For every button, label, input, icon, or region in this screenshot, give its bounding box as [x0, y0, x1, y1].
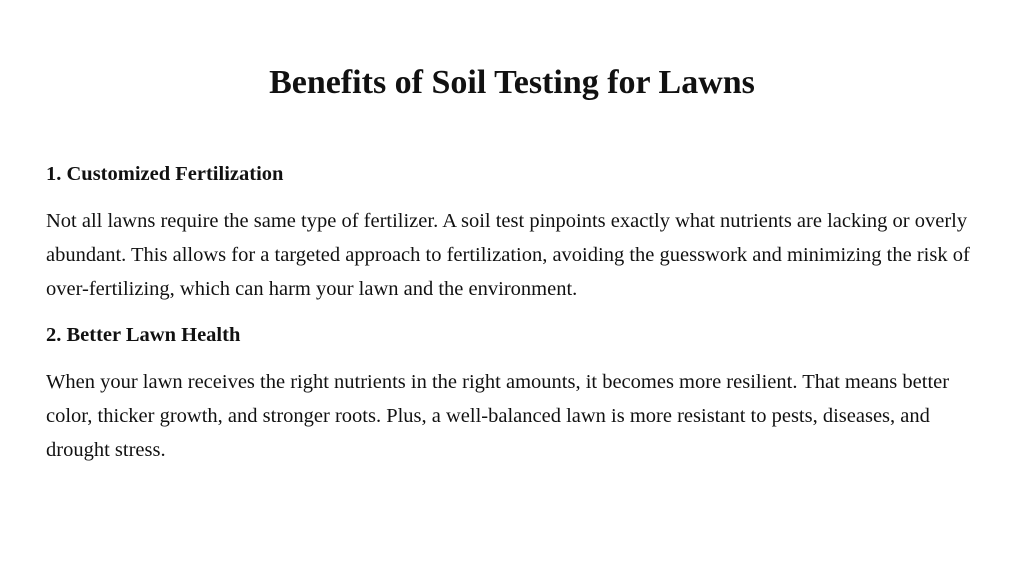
page-title: Benefits of Soil Testing for Lawns [269, 64, 755, 101]
section-heading: 2. Better Lawn Health [46, 324, 241, 346]
section-heading: 1. Customized Fertilization [46, 163, 284, 185]
section-body: Not all lawns require the same type of fertilizer. A soil test pinpoints exactly what nutrients are lacking or overly abundant. This allows for a targeted approach to fertilization, avoiding the guesswork and minimizing the risk of over-fertilizing, which can harm your lawn and the environment. [46, 210, 970, 300]
section-customized-fertilization [46, 161, 978, 306]
section-body: When your lawn receives the right nutrients in the right amounts, it becomes more resilient. That means better color, thicker growth, and stronger roots. Plus, a well-balanced lawn is more resistant to pests, diseases, and drought stress. [46, 371, 950, 461]
section-better-lawn-health [46, 322, 978, 467]
